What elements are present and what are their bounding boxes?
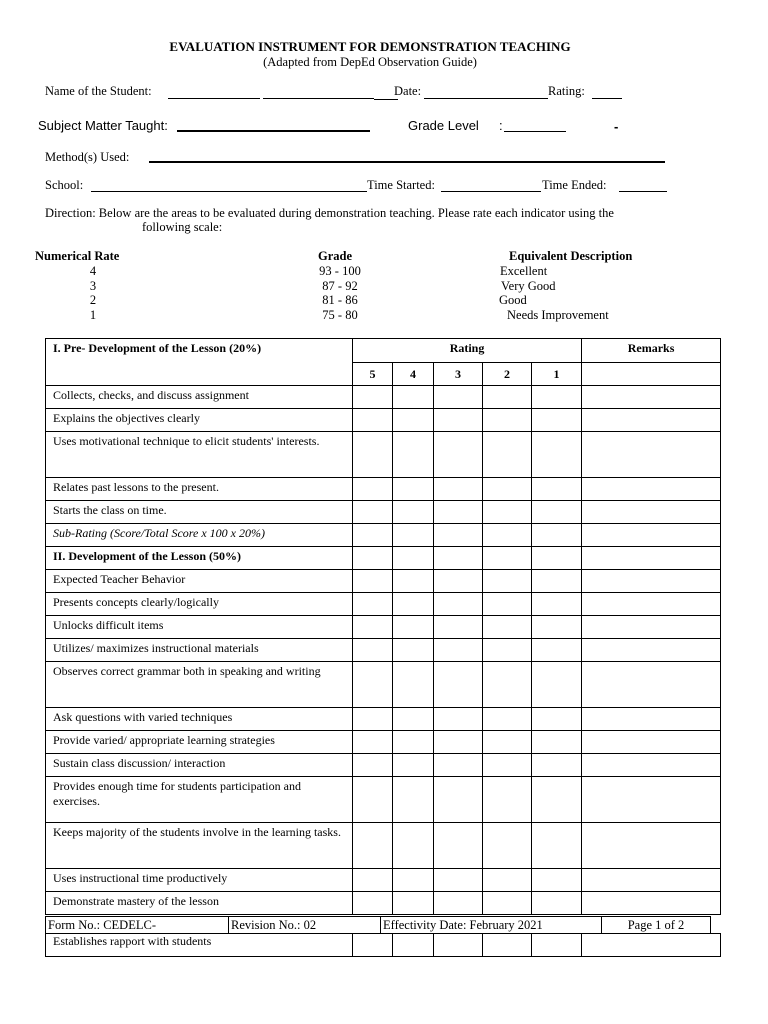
scale-rate: 3 <box>89 279 97 293</box>
rating-cell[interactable] <box>353 524 393 547</box>
rating-cell[interactable] <box>393 869 434 892</box>
indicator-label: Uses motivational technique to elicit students' interests. <box>46 432 353 478</box>
rating-cell[interactable] <box>532 593 582 616</box>
rating-cell[interactable] <box>393 616 434 639</box>
remarks-cell[interactable] <box>582 934 721 957</box>
rating-cell[interactable] <box>393 432 434 478</box>
document-subtitle: (Adapted from DepEd Observation Guide) <box>263 55 477 69</box>
indicator-label: Establishes rapport with students <box>46 934 353 957</box>
rating-cell[interactable] <box>483 616 532 639</box>
grade-level-colon: : <box>499 118 503 133</box>
indicator-label: Starts the class on time. <box>46 501 353 524</box>
school-field[interactable] <box>91 191 367 192</box>
rating-cell[interactable] <box>483 754 532 777</box>
revision-number: Revision No.: 02 <box>229 917 381 934</box>
rating-cell[interactable] <box>532 869 582 892</box>
remarks-cell[interactable] <box>582 524 721 547</box>
table-row <box>46 934 721 957</box>
grade-level-dash: - <box>614 119 619 134</box>
rating-cell[interactable] <box>483 823 532 869</box>
rating-cell[interactable] <box>353 386 393 409</box>
rating-cell[interactable] <box>393 547 434 570</box>
table-row <box>46 662 721 708</box>
direction-text-cont: following scale: <box>142 220 223 234</box>
rating-cell[interactable] <box>393 478 434 501</box>
rating-header: Rating <box>353 339 582 363</box>
rating-cell[interactable] <box>393 409 434 432</box>
form-number: Form No.: CEDELC- <box>46 917 229 934</box>
rating-cell[interactable] <box>353 547 393 570</box>
rating-cell[interactable] <box>353 478 393 501</box>
table-row <box>46 731 721 754</box>
rating-cell[interactable] <box>434 869 483 892</box>
table-row <box>46 386 721 409</box>
rating-cell[interactable] <box>532 570 582 593</box>
remarks-cell[interactable] <box>582 708 721 731</box>
remarks-cell[interactable] <box>582 363 721 386</box>
rating-cell[interactable] <box>434 478 483 501</box>
evaluation-table <box>45 338 721 915</box>
remarks-header: Remarks <box>582 339 721 363</box>
rating-cell[interactable] <box>483 501 532 524</box>
time-started-label: Time Started: <box>367 178 435 192</box>
rating-cell[interactable] <box>393 593 434 616</box>
rating-cell[interactable] <box>353 731 393 754</box>
table-row <box>46 593 721 616</box>
indicator-label: Unlocks difficult items <box>46 616 353 639</box>
remarks-cell[interactable] <box>582 547 721 570</box>
rating-cell[interactable] <box>532 777 582 823</box>
table-row <box>46 409 721 432</box>
indicator-label: Uses instructional time productively <box>46 869 353 892</box>
indicator-label: Provides enough time for students participation and exercises. <box>46 777 353 823</box>
remarks-cell[interactable] <box>582 823 721 869</box>
rating-cell[interactable] <box>483 409 532 432</box>
rating-cell[interactable] <box>483 892 532 915</box>
remarks-cell[interactable] <box>582 409 721 432</box>
rating-cell[interactable] <box>532 616 582 639</box>
methods-used-label: Method(s) Used: <box>45 150 130 164</box>
rating-cell[interactable] <box>393 386 434 409</box>
rating-cell[interactable] <box>353 501 393 524</box>
rating-cell[interactable] <box>353 432 393 478</box>
section2-title: II. Development of the Lesson (50%) <box>46 547 353 570</box>
subrating-row <box>46 524 721 547</box>
rating-cell[interactable] <box>532 892 582 915</box>
rating-cell[interactable] <box>532 934 582 957</box>
remarks-cell[interactable] <box>582 570 721 593</box>
rating-cell[interactable] <box>434 501 483 524</box>
remarks-cell[interactable] <box>582 639 721 662</box>
rating-cell[interactable] <box>483 478 532 501</box>
rating-cell[interactable] <box>393 639 434 662</box>
rating-cell[interactable] <box>483 386 532 409</box>
section1-title: I. Pre- Development of the Lesson (20%) <box>46 339 353 386</box>
rating-cell[interactable] <box>532 409 582 432</box>
indicator-label: Provide varied/ appropriate learning strategies <box>46 731 353 754</box>
rating-cell[interactable] <box>483 708 532 731</box>
rating-cell[interactable] <box>434 547 483 570</box>
rating-cell[interactable] <box>483 547 532 570</box>
rating-cell[interactable] <box>353 639 393 662</box>
scale-grade: 81 - 86 <box>322 293 358 307</box>
grade-level-field[interactable] <box>504 131 566 132</box>
remarks-cell[interactable] <box>582 892 721 915</box>
rating-cell[interactable] <box>483 593 532 616</box>
time-ended-label: Time Ended: <box>542 178 607 192</box>
rating-cell[interactable] <box>353 823 393 869</box>
rating-cell[interactable] <box>483 570 532 593</box>
rating-col-1: 1 <box>532 363 582 386</box>
scale-header-grade: Grade <box>318 249 353 263</box>
remarks-cell[interactable] <box>582 731 721 754</box>
rating-cell[interactable] <box>483 934 532 957</box>
school-label: School: <box>45 178 84 192</box>
rating-cell[interactable] <box>532 662 582 708</box>
rating-cell[interactable] <box>434 754 483 777</box>
rating-field[interactable] <box>592 98 622 99</box>
rating-cell[interactable] <box>434 823 483 869</box>
rating-cell[interactable] <box>393 934 434 957</box>
scale-desc: Good <box>499 293 527 307</box>
student-name-label: Name of the Student: <box>45 84 152 98</box>
remarks-cell[interactable] <box>582 478 721 501</box>
rating-col-4: 4 <box>393 363 434 386</box>
indicator-label: Relates past lessons to the present. <box>46 478 353 501</box>
scale-rate: 1 <box>89 308 97 322</box>
rating-cell[interactable] <box>393 777 434 823</box>
rating-cell[interactable] <box>434 616 483 639</box>
scale-desc: Needs Improvement <box>507 308 609 322</box>
rating-cell[interactable] <box>434 570 483 593</box>
indicator-label: Ask questions with varied techniques <box>46 708 353 731</box>
rating-cell[interactable] <box>353 869 393 892</box>
remarks-cell[interactable] <box>582 869 721 892</box>
rating-cell[interactable] <box>434 593 483 616</box>
rating-cell[interactable] <box>434 934 483 957</box>
indicator-label: Presents concepts clearly/logically <box>46 593 353 616</box>
table-row <box>46 869 721 892</box>
rating-cell[interactable] <box>353 777 393 823</box>
table-row <box>46 501 721 524</box>
rating-cell[interactable] <box>353 409 393 432</box>
page-number: Page 1 of 2 <box>602 917 711 934</box>
student-name-field-extra[interactable] <box>263 98 374 99</box>
rating-cell[interactable] <box>483 524 532 547</box>
time-ended-field[interactable] <box>619 191 667 192</box>
rating-cell[interactable] <box>483 662 532 708</box>
rating-cell[interactable] <box>353 708 393 731</box>
rating-cell[interactable] <box>532 524 582 547</box>
rating-cell[interactable] <box>353 934 393 957</box>
rating-cell[interactable] <box>393 823 434 869</box>
scale-desc: Very Good <box>501 279 556 293</box>
rating-cell[interactable] <box>532 639 582 662</box>
remarks-cell[interactable] <box>582 432 721 478</box>
rating-cell[interactable] <box>434 386 483 409</box>
scale-header-rate: Numerical Rate <box>35 249 120 263</box>
remarks-cell[interactable] <box>582 593 721 616</box>
rating-cell[interactable] <box>434 731 483 754</box>
rating-cell[interactable] <box>532 386 582 409</box>
rating-cell[interactable] <box>393 754 434 777</box>
remarks-cell[interactable] <box>582 386 721 409</box>
rating-cell[interactable] <box>434 662 483 708</box>
direction-text: Direction: Below are the areas to be evaluated during demonstration teaching. Please rate each indicator using the <box>45 206 614 220</box>
rating-cell[interactable] <box>353 754 393 777</box>
methods-used-field[interactable] <box>149 161 665 163</box>
rating-cell[interactable] <box>393 501 434 524</box>
table-row <box>46 432 721 478</box>
scale-grade: 93 - 100 <box>319 264 361 278</box>
table-row <box>46 478 721 501</box>
rating-cell[interactable] <box>393 731 434 754</box>
scale-grade: 87 - 92 <box>322 279 358 293</box>
rating-cell[interactable] <box>353 892 393 915</box>
indicator-label: Demonstrate mastery of the lesson <box>46 892 353 915</box>
evaluation-table-continued <box>45 933 721 957</box>
rating-cell[interactable] <box>532 708 582 731</box>
rating-cell[interactable] <box>532 432 582 478</box>
rating-cell[interactable] <box>434 432 483 478</box>
table-row <box>46 616 721 639</box>
date-field[interactable] <box>424 98 548 99</box>
remarks-cell[interactable] <box>582 662 721 708</box>
effectivity-date: Effectivity Date: February 2021 <box>381 917 602 934</box>
rating-cell[interactable] <box>434 409 483 432</box>
rating-cell[interactable] <box>532 731 582 754</box>
indicator-label: Observes correct grammar both in speaking and writing <box>46 662 353 708</box>
table-header-row <box>46 339 721 363</box>
scale-header-desc: Equivalent Description <box>509 249 633 263</box>
scale-rate: 2 <box>89 293 97 307</box>
table-row <box>46 777 721 823</box>
rating-cell[interactable] <box>483 731 532 754</box>
table-row <box>46 754 721 777</box>
date-label: Date: <box>394 84 422 98</box>
rating-cell[interactable] <box>353 593 393 616</box>
table-row <box>46 892 721 915</box>
student-name-field-tail[interactable] <box>374 99 398 100</box>
remarks-cell[interactable] <box>582 754 721 777</box>
time-started-field[interactable] <box>441 191 541 192</box>
rating-cell[interactable] <box>483 432 532 478</box>
rating-cell[interactable] <box>434 639 483 662</box>
rating-cell[interactable] <box>353 570 393 593</box>
rating-col-5: 5 <box>353 363 393 386</box>
rating-cell[interactable] <box>532 478 582 501</box>
grade-level-label: Grade Level <box>408 118 479 133</box>
indicator-label: Keeps majority of the students involve in the learning tasks. <box>46 823 353 869</box>
rating-cell[interactable] <box>434 708 483 731</box>
rating-cell[interactable] <box>393 892 434 915</box>
scale-rate: 4 <box>89 264 97 278</box>
rating-cell[interactable] <box>532 754 582 777</box>
rating-cell[interactable] <box>483 777 532 823</box>
table-row <box>46 570 721 593</box>
rating-col-3: 3 <box>434 363 483 386</box>
document-title: EVALUATION INSTRUMENT FOR DEMONSTRATION TEACHING <box>169 39 571 54</box>
subject-matter-field[interactable] <box>177 130 370 132</box>
rating-cell[interactable] <box>483 869 532 892</box>
scale-desc: Excellent <box>500 264 548 278</box>
table-row <box>46 708 721 731</box>
form-footer <box>45 916 711 934</box>
rating-cell[interactable] <box>393 570 434 593</box>
remarks-cell[interactable] <box>582 777 721 823</box>
subrating-label: Sub-Rating (Score/Total Score x 100 x 20%) <box>46 524 353 547</box>
table-row <box>46 823 721 869</box>
indicator-label: Collects, checks, and discuss assignment <box>46 386 353 409</box>
rating-cell[interactable] <box>393 708 434 731</box>
rating-cell[interactable] <box>532 547 582 570</box>
subject-matter-label: Subject Matter Taught: <box>38 118 168 133</box>
indicator-label: Utilizes/ maximizes instructional materials <box>46 639 353 662</box>
rating-cell[interactable] <box>393 662 434 708</box>
rating-cell[interactable] <box>353 662 393 708</box>
indicator-label: Explains the objectives clearly <box>46 409 353 432</box>
rating-cell[interactable] <box>393 524 434 547</box>
remarks-cell[interactable] <box>582 616 721 639</box>
table-row <box>46 639 721 662</box>
rating-cell[interactable] <box>434 892 483 915</box>
scale-grade: 75 - 80 <box>322 308 358 322</box>
rating-cell[interactable] <box>483 639 532 662</box>
rating-cell[interactable] <box>353 616 393 639</box>
remarks-cell[interactable] <box>582 501 721 524</box>
rating-cell[interactable] <box>434 777 483 823</box>
rating-label: Rating: <box>548 84 585 98</box>
section2-row <box>46 547 721 570</box>
indicator-label: Sustain class discussion/ interaction <box>46 754 353 777</box>
rating-cell[interactable] <box>532 501 582 524</box>
rating-col-2: 2 <box>483 363 532 386</box>
rating-cell[interactable] <box>532 823 582 869</box>
indicator-label: Expected Teacher Behavior <box>46 570 353 593</box>
student-name-field[interactable] <box>168 98 260 99</box>
rating-cell[interactable] <box>434 524 483 547</box>
